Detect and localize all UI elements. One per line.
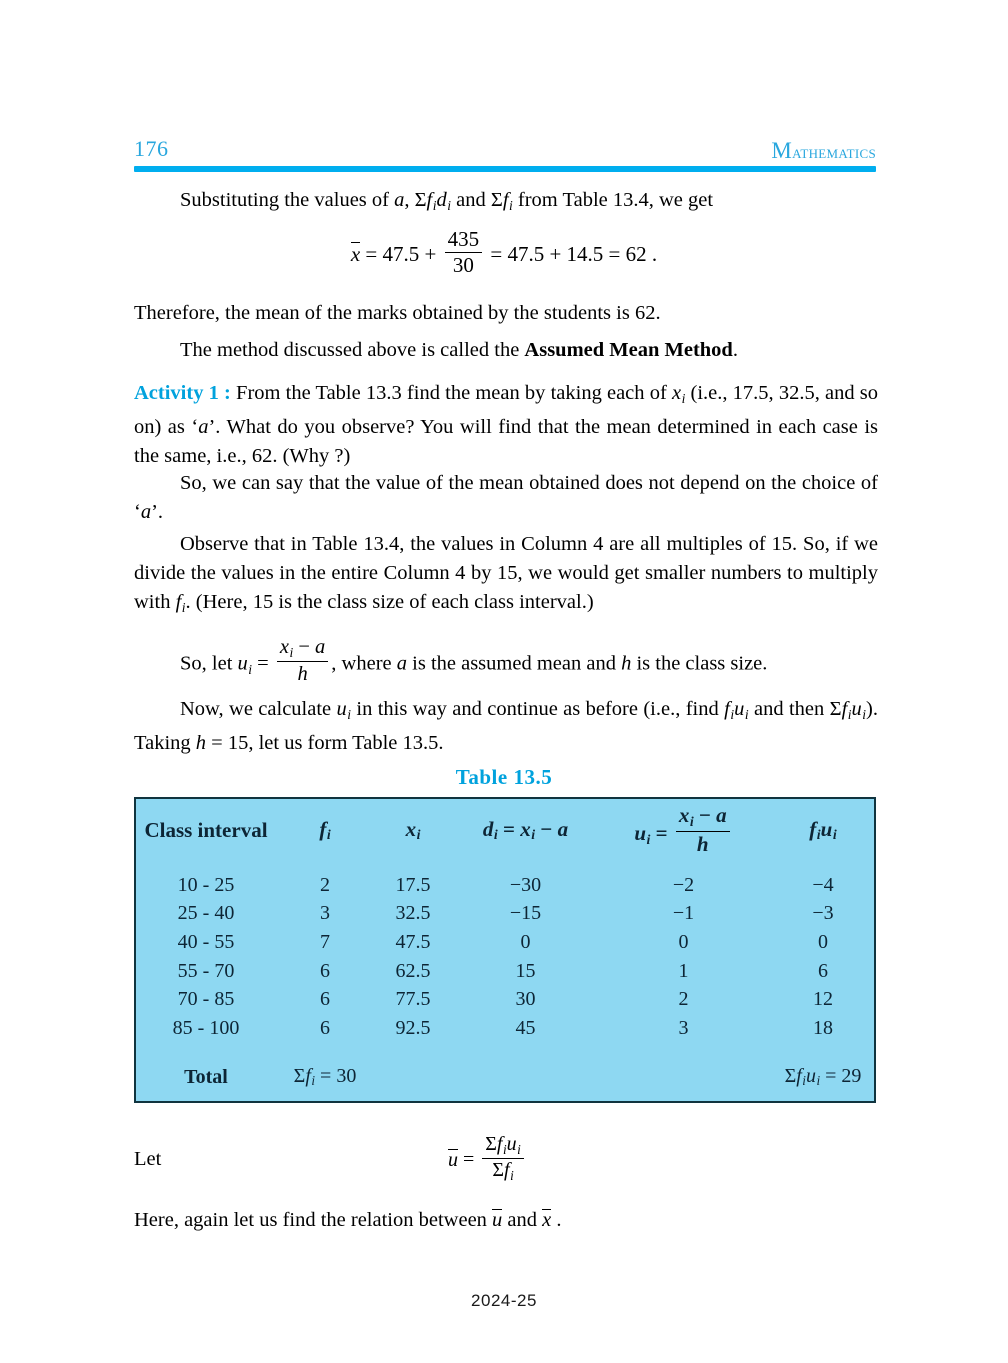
- book-title: Mathematics: [771, 138, 876, 163]
- cell-ui: 1: [678, 959, 689, 982]
- cell-class-interval: 70 - 85: [177, 988, 235, 1011]
- cell-ui: 3: [678, 1016, 689, 1039]
- cell-di: −30: [509, 873, 542, 896]
- cell-xi: 47.5: [395, 930, 431, 953]
- cell-di: 0: [520, 930, 531, 953]
- table-row: [136, 957, 878, 986]
- cell-di: 45: [515, 1016, 536, 1039]
- paragraph-definition-ui: So, let $u_i$ = $\frac{x_i - a}{h}$ , where a is the assumed mean and h is the class size.: [180, 636, 768, 686]
- table-row: [136, 985, 878, 1014]
- paragraph-observe-column-4: Observe that in Table 13.4, the values in Column 4 are all multiples of 15. So, if we divide the values in the entire Column 4 by 15, we would get smaller numbers to multiply with $f_i$. (Here, 15 is the class size of each class interval.): [134, 533, 878, 615]
- header-class-interval: Class interval: [144, 817, 268, 842]
- header-ui: $u_i$ = $\frac{x_i - a}{h}$: [599, 799, 768, 861]
- table-row: [136, 928, 878, 957]
- table-row: [136, 900, 878, 929]
- label-let: Let: [134, 1148, 162, 1170]
- header-xi: $x_i$: [405, 816, 421, 843]
- cell-total-label: Total: [184, 1065, 228, 1088]
- paragraph-substituting: Substituting the values of a, $\Sigma f_id_i$ and $\Sigma f_i$ from Table 13.4, we get: [180, 189, 714, 213]
- cell-total-ui-empty: [599, 1054, 768, 1101]
- cell-fi: 2: [320, 873, 330, 896]
- cell-class-interval: 55 - 70: [177, 959, 235, 982]
- cell-xi: 32.5: [395, 902, 431, 925]
- page-number: 176: [134, 136, 169, 161]
- cell-sum-fi: $\Sigma f_i = 30$: [293, 1064, 357, 1089]
- equation-ubar-definition: u = $\frac{\Sigma f_iu_i}{\Sigma f_i}$: [448, 1134, 527, 1183]
- cell-fiui: 12: [813, 988, 833, 1011]
- cell-ui: 0: [678, 930, 689, 953]
- cell-ui: −1: [672, 902, 695, 925]
- paragraph-activity-1: Activity 1 : From the Table 13.3 find the mean by taking each of $x_i$ (i.e., 17.5, 32.5, and so on) as ‘a’. What do you observe? You will find that the mean determined in each case is the same, i.e., 62. (Why ?): [134, 382, 879, 467]
- paragraph-assumed-mean-method: The method discussed above is called the Assumed Mean Method.: [180, 339, 738, 361]
- cell-ui: −2: [672, 873, 695, 896]
- cell-class-interval: 40 - 55: [177, 930, 235, 953]
- cell-sum-fiui: $\Sigma f_iu_i = 29$: [784, 1064, 862, 1089]
- paragraph-mean-independent-of-a: So, we can say that the value of the mean obtained does not depend on the choice of ‘a’.: [134, 472, 878, 523]
- cell-fi: 3: [320, 902, 330, 925]
- cell-xi: 62.5: [395, 959, 431, 982]
- cell-xi: 77.5: [395, 988, 431, 1011]
- table-header-row: [136, 799, 878, 861]
- activity-label: Activity 1 :: [134, 382, 231, 404]
- cell-di: −15: [509, 902, 542, 925]
- cell-fi: 6: [320, 988, 330, 1011]
- table-caption: Table 13.5: [455, 765, 553, 789]
- paragraph-now-we-calculate: Now, we calculate $u_i$ in this way and continue as before (i.e., find $f_iu_i$ and then $\Sigma f_iu_i$). Taking h = 15, let us form Table 13.5.: [134, 698, 878, 754]
- paragraph-relation-ubar-xbar: Here, again let us find the relation between u and x .: [134, 1209, 562, 1231]
- cell-fiui: −4: [812, 873, 834, 896]
- cell-fiui: 6: [818, 959, 828, 982]
- cell-class-interval: 25 - 40: [177, 902, 235, 925]
- cell-class-interval: 10 - 25: [177, 873, 235, 896]
- table-total-row: [136, 1054, 878, 1101]
- cell-fi: 7: [320, 930, 330, 953]
- cell-fiui: −3: [812, 902, 834, 925]
- cell-ui: 2: [678, 988, 689, 1011]
- equation-mean-value: x = 47.5 + $\frac{435}{30}$ = 47.5 + 14.5 = 62 .: [350, 227, 658, 277]
- cell-di: 15: [515, 959, 536, 982]
- header-di: $d_i = x_i - a$: [482, 816, 569, 843]
- header-fiui: $f_iu_i$: [809, 816, 837, 843]
- running-head: [134, 136, 876, 162]
- cell-fiui: 18: [813, 1016, 833, 1039]
- header-rule: [134, 166, 876, 172]
- table-13-5: [134, 797, 876, 1103]
- cell-xi: 17.5: [395, 873, 431, 896]
- table-row: [136, 861, 878, 900]
- footer-year: 2024-25: [471, 1291, 537, 1310]
- cell-total-xi-empty: [374, 1054, 452, 1101]
- cell-fiui: 0: [818, 930, 828, 953]
- cell-fi: 6: [320, 1016, 330, 1039]
- cell-fi: 6: [320, 959, 330, 982]
- paragraph-therefore: Therefore, the mean of the marks obtained by the students is 62.: [134, 302, 661, 324]
- table-row: [136, 1014, 878, 1054]
- cell-class-interval: 85 - 100: [172, 1016, 240, 1039]
- header-fi: $f_i$: [319, 816, 331, 843]
- cell-total-di-empty: [452, 1054, 599, 1101]
- cell-di: 30: [515, 988, 536, 1011]
- cell-xi: 92.5: [395, 1016, 431, 1039]
